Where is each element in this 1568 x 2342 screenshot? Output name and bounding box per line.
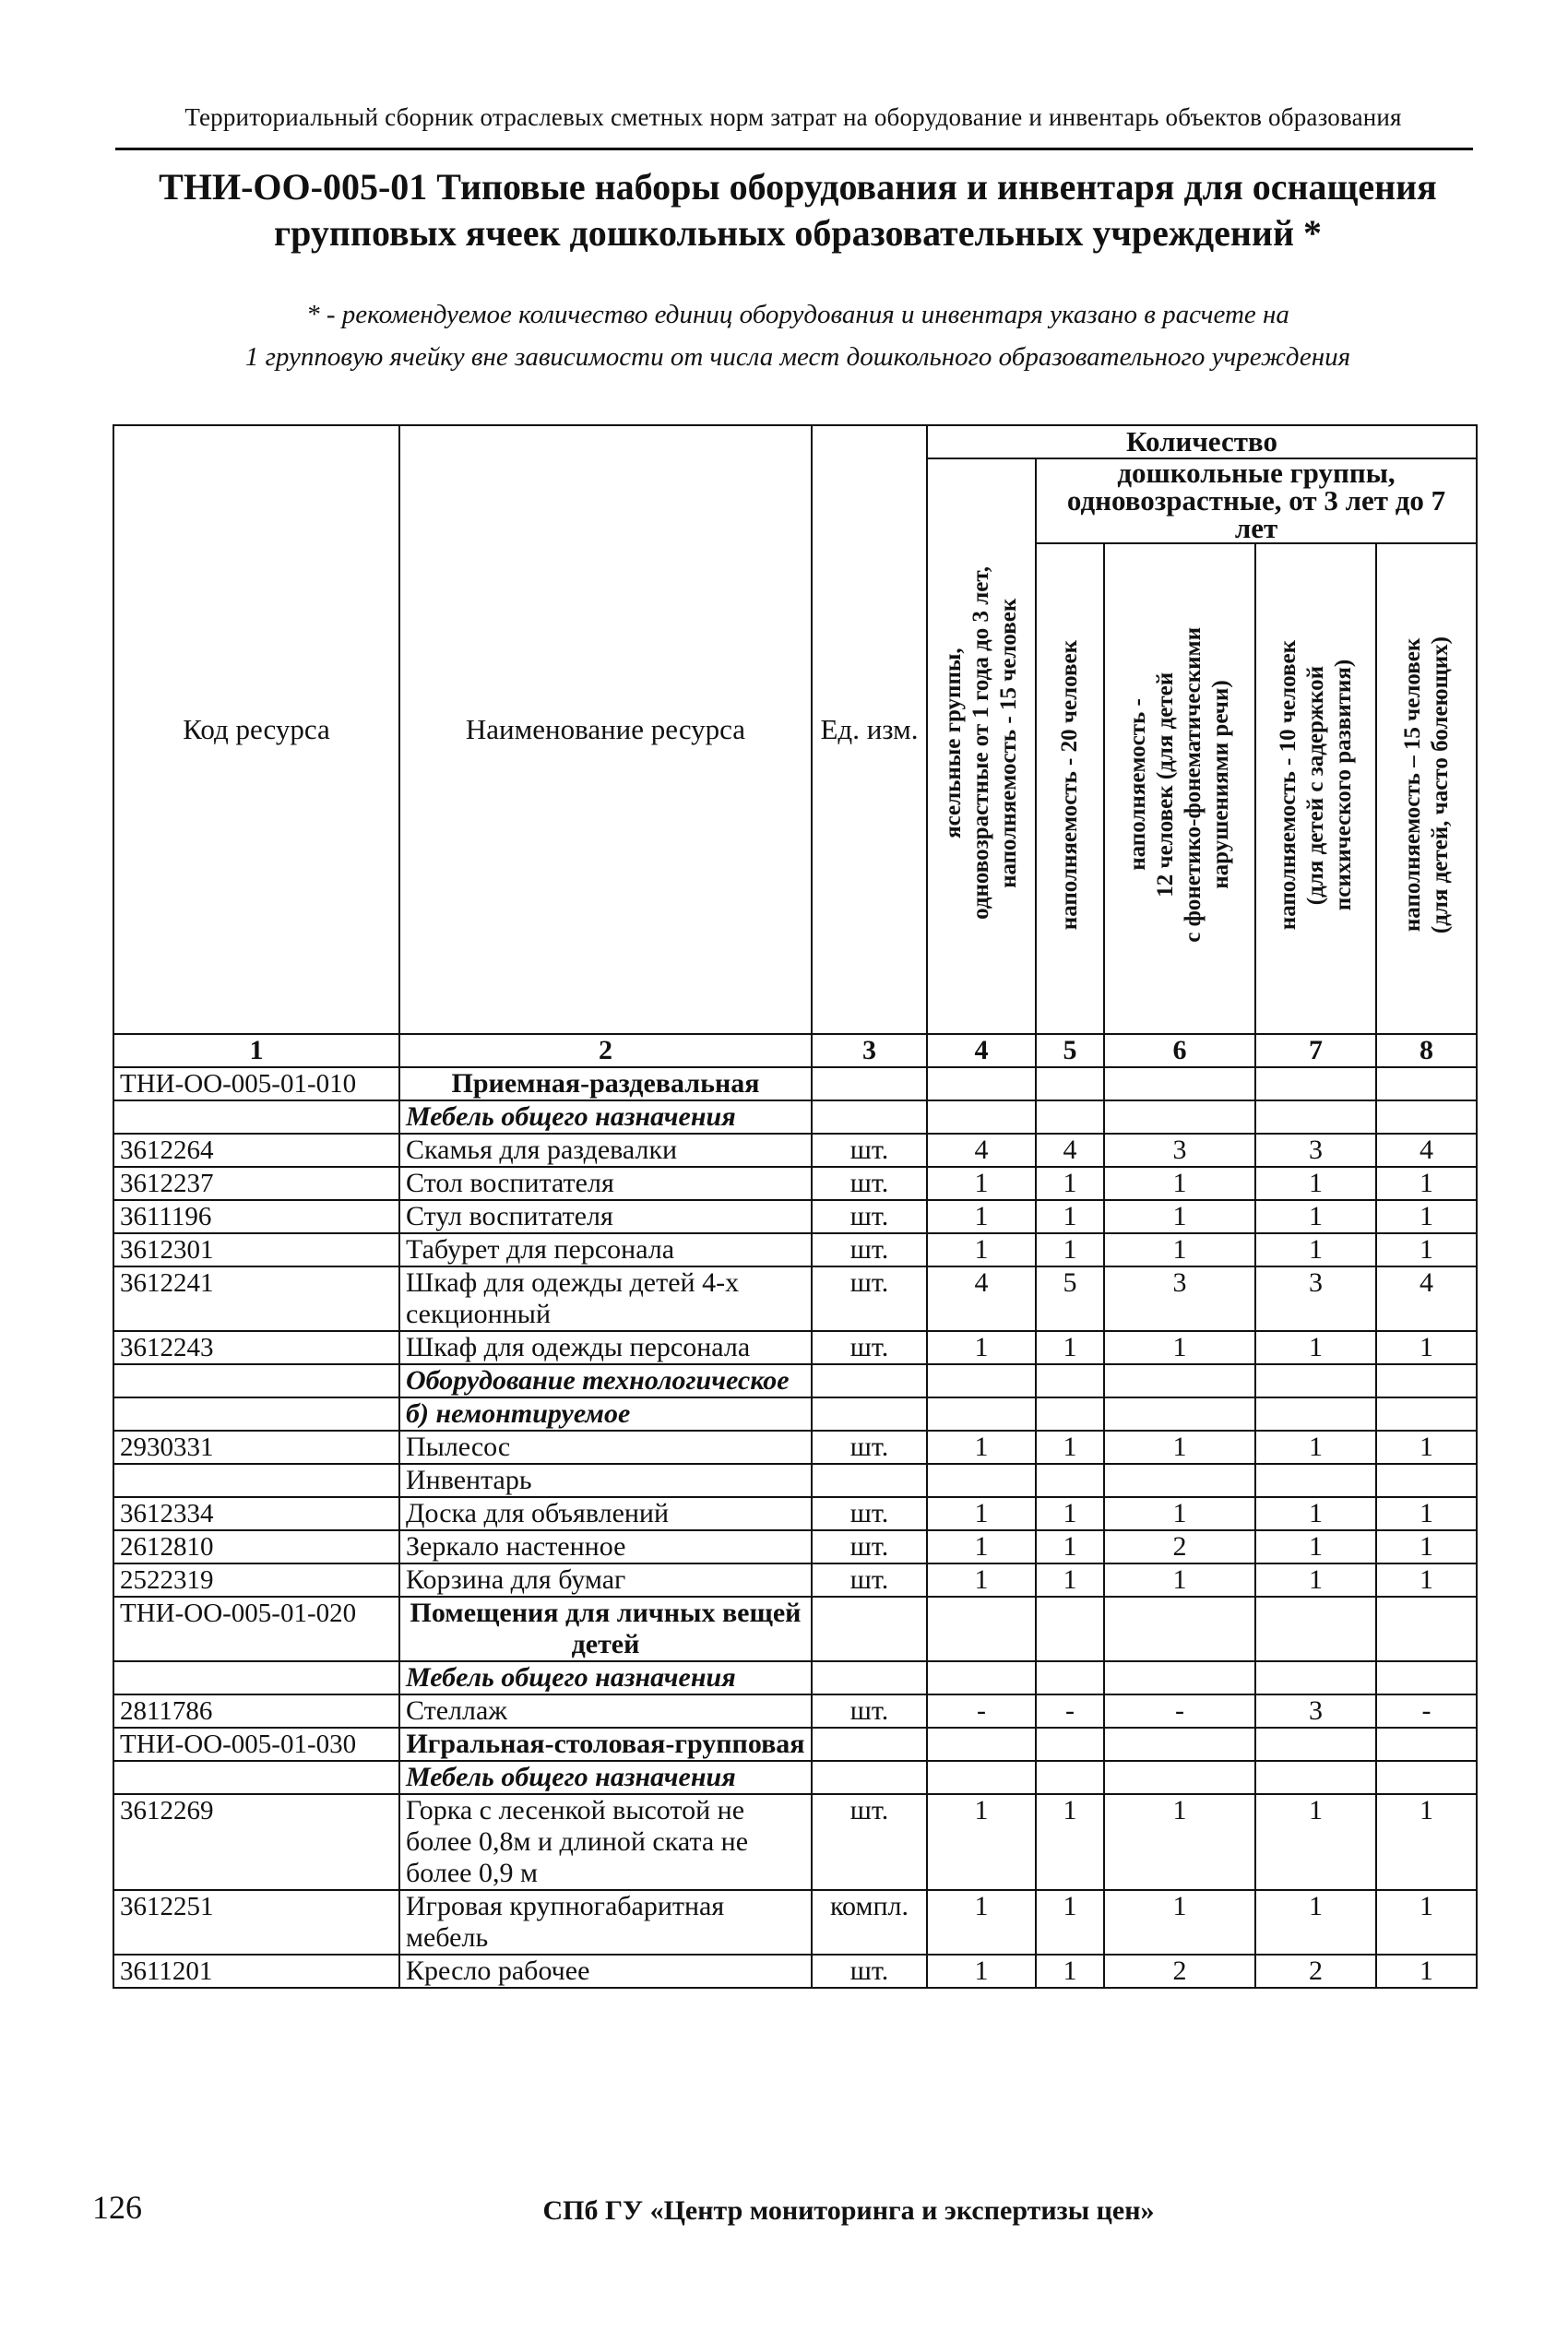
resource-name: Скамья для раздевалки xyxy=(399,1134,812,1167)
empty-cell xyxy=(1104,1067,1255,1100)
empty-cell xyxy=(1376,1464,1477,1497)
header-quantity: Количество xyxy=(927,425,1477,458)
resource-code: 3612243 xyxy=(113,1331,399,1364)
empty-cell xyxy=(927,1067,1036,1100)
resource-name: Табурет для персонала xyxy=(399,1233,812,1266)
quantity-cell: 1 xyxy=(1036,1167,1104,1200)
quantity-cell: 2 xyxy=(1104,1955,1255,1988)
header-code: Код ресурса xyxy=(113,425,399,1034)
quantity-cell: 1 xyxy=(1376,1167,1477,1200)
quantity-cell: 1 xyxy=(927,1530,1036,1563)
col-number: 1 xyxy=(113,1034,399,1067)
quantity-cell: - xyxy=(1104,1694,1255,1728)
empty-cell xyxy=(1036,1761,1104,1794)
section-code: ТНИ-ОО-005-01-030 xyxy=(113,1728,399,1761)
resource-code: 2811786 xyxy=(113,1694,399,1728)
resource-name: Корзина для бумаг xyxy=(399,1563,812,1597)
quantity-cell: 1 xyxy=(927,1200,1036,1233)
resource-name: Стул воспитателя xyxy=(399,1200,812,1233)
resource-name: Зеркало настенное xyxy=(399,1530,812,1563)
quantity-cell: 1 xyxy=(1255,1563,1376,1597)
subsection-name: Оборудование технологическое xyxy=(399,1364,812,1397)
header-col7-text: наполняемость - 10 человек (для детей с задержкой психического развития) xyxy=(1275,639,1356,931)
empty-cell xyxy=(1036,1364,1104,1397)
table-row xyxy=(113,1134,1477,1167)
quantity-cell: 1 xyxy=(1255,1497,1376,1530)
quantity-cell: 1 xyxy=(1376,1233,1477,1266)
col-number: 4 xyxy=(927,1034,1036,1067)
unit-cell: шт. xyxy=(812,1497,927,1530)
resource-name: Стеллаж xyxy=(399,1694,812,1728)
quantity-cell: 4 xyxy=(927,1134,1036,1167)
table-row xyxy=(113,1266,1477,1331)
header-col7 xyxy=(1255,543,1376,1034)
unit-cell: шт. xyxy=(812,1955,927,1988)
empty-cell xyxy=(1036,1100,1104,1134)
note-line-1: * - рекомендуемое количество единиц оборудования и инвентаря указано в расчете на xyxy=(306,300,1289,329)
quantity-cell: 1 xyxy=(1376,1200,1477,1233)
quantity-cell: 3 xyxy=(1255,1134,1376,1167)
note-line-2: 1 групповую ячейку вне зависимости от числа мест дошкольного образовательного учреждения xyxy=(244,342,1351,372)
unit-cell: шт. xyxy=(812,1331,927,1364)
empty-cell xyxy=(812,1364,927,1397)
empty-cell xyxy=(1255,1067,1376,1100)
quantity-cell: 1 xyxy=(1255,1200,1376,1233)
resource-name: Доска для объявлений xyxy=(399,1497,812,1530)
col-number: 2 xyxy=(399,1034,812,1067)
quantity-cell: 1 xyxy=(1104,1890,1255,1955)
quantity-cell: 1 xyxy=(927,1331,1036,1364)
resource-name: Горка с лесенкой высотой не более 0,8м и длиной ската не более 0,9 м xyxy=(399,1794,812,1890)
quantity-cell: 1 xyxy=(1104,1331,1255,1364)
quantity-cell: 1 xyxy=(1255,1530,1376,1563)
table-row xyxy=(113,1597,1477,1661)
table-row xyxy=(113,1364,1477,1397)
resource-code: 2612810 xyxy=(113,1530,399,1563)
unit-cell: шт. xyxy=(812,1530,927,1563)
unit-cell: компл. xyxy=(812,1890,927,1955)
empty-cell xyxy=(1036,1597,1104,1661)
quantity-cell: 1 xyxy=(1036,1794,1104,1890)
quantity-cell: 1 xyxy=(1104,1233,1255,1266)
empty-cell xyxy=(927,1728,1036,1761)
empty-cell xyxy=(1255,1761,1376,1794)
resource-code: 3612264 xyxy=(113,1134,399,1167)
subsection-name: Мебель общего назначения xyxy=(399,1661,812,1694)
unit-cell: шт. xyxy=(812,1794,927,1890)
quantity-cell: 1 xyxy=(927,1233,1036,1266)
resource-name: Игровая крупногабаритная мебель xyxy=(399,1890,812,1955)
empty-cell xyxy=(1376,1364,1477,1397)
quantity-cell: 4 xyxy=(1376,1266,1477,1331)
header-col6-text: наполняемость - 12 человек (для детей с фонетико-фонематическими нарушениями речи) xyxy=(1125,627,1233,943)
empty-cell xyxy=(812,1397,927,1431)
quantity-cell: 1 xyxy=(1104,1431,1255,1464)
quantity-cell: 1 xyxy=(1036,1530,1104,1563)
title-line-2: групповых ячеек дошкольных образовательных учреждений * xyxy=(273,212,1323,254)
quantity-cell: 1 xyxy=(1036,1331,1104,1364)
resource-code: 3611201 xyxy=(113,1955,399,1988)
quantity-cell: 1 xyxy=(1255,1331,1376,1364)
col-number: 8 xyxy=(1376,1034,1477,1067)
quantity-cell: 1 xyxy=(1104,1200,1255,1233)
quantity-cell: 1 xyxy=(1036,1233,1104,1266)
empty-cell xyxy=(113,1661,399,1694)
quantity-cell: 1 xyxy=(1036,1955,1104,1988)
empty-cell xyxy=(1104,1761,1255,1794)
header-col4 xyxy=(927,458,1036,1034)
empty-cell xyxy=(113,1397,399,1431)
empty-cell xyxy=(812,1067,927,1100)
empty-cell xyxy=(927,1364,1036,1397)
header-name: Наименование ресурса xyxy=(399,425,812,1034)
header-unit: Ед. изм. xyxy=(812,425,927,1034)
footer-organization: СПб ГУ «Центр мониторинга и экспертизы цен» xyxy=(542,2195,1155,2226)
empty-cell xyxy=(113,1364,399,1397)
empty-cell xyxy=(1104,1464,1255,1497)
page-number: 126 xyxy=(92,2189,142,2226)
category-name: Инвентарь xyxy=(399,1464,812,1497)
empty-cell xyxy=(1104,1397,1255,1431)
empty-cell xyxy=(1255,1397,1376,1431)
empty-cell xyxy=(1104,1728,1255,1761)
resource-name: Шкаф для одежды детей 4-х секционный xyxy=(399,1266,812,1331)
empty-cell xyxy=(812,1597,927,1661)
col-number: 3 xyxy=(812,1034,927,1067)
header-preschool: дошкольные группы, одновозрастные, от 3 лет до 7 лет xyxy=(1036,458,1477,543)
quantity-cell: 2 xyxy=(1104,1530,1255,1563)
section-name: Приемная-раздевальная xyxy=(399,1067,812,1100)
table-row xyxy=(113,1890,1477,1955)
resource-name: Шкаф для одежды персонала xyxy=(399,1331,812,1364)
quantity-cell: 1 xyxy=(927,1497,1036,1530)
quantity-cell: 1 xyxy=(927,1890,1036,1955)
quantity-cell: 4 xyxy=(1036,1134,1104,1167)
quantity-cell: 1 xyxy=(1376,1431,1477,1464)
empty-cell xyxy=(1376,1761,1477,1794)
empty-cell xyxy=(1036,1661,1104,1694)
empty-cell xyxy=(1376,1100,1477,1134)
quantity-cell: 1 xyxy=(927,1955,1036,1988)
table-row xyxy=(113,1233,1477,1266)
footnote-note xyxy=(129,293,1467,378)
unit-cell: шт. xyxy=(812,1694,927,1728)
empty-cell xyxy=(1376,1597,1477,1661)
unit-cell: шт. xyxy=(812,1167,927,1200)
document-title xyxy=(129,164,1467,256)
section-name: Игральная-столовая-групповая xyxy=(399,1728,812,1761)
quantity-cell: 4 xyxy=(927,1266,1036,1331)
quantity-cell: 1 xyxy=(1036,1200,1104,1233)
empty-cell xyxy=(812,1100,927,1134)
quantity-cell: 1 xyxy=(1036,1890,1104,1955)
quantity-cell: 1 xyxy=(1104,1794,1255,1890)
column-number-row xyxy=(113,1034,1477,1067)
resource-code: 3612251 xyxy=(113,1890,399,1955)
table-body xyxy=(113,1067,1477,1988)
resource-name: Стол воспитателя xyxy=(399,1167,812,1200)
header-col5 xyxy=(1036,543,1104,1034)
table-row xyxy=(113,1761,1477,1794)
quantity-cell: 1 xyxy=(1376,1890,1477,1955)
col-number: 6 xyxy=(1104,1034,1255,1067)
quantity-cell: 5 xyxy=(1036,1266,1104,1331)
header-col8 xyxy=(1376,543,1477,1034)
table-row xyxy=(113,1794,1477,1890)
table-row xyxy=(113,1431,1477,1464)
empty-cell xyxy=(927,1761,1036,1794)
unit-cell: шт. xyxy=(812,1134,927,1167)
empty-cell xyxy=(927,1100,1036,1134)
table-row xyxy=(113,1100,1477,1134)
empty-cell xyxy=(1255,1364,1376,1397)
table-row xyxy=(113,1661,1477,1694)
quantity-cell: 1 xyxy=(1376,1497,1477,1530)
table-row xyxy=(113,1167,1477,1200)
empty-cell xyxy=(927,1397,1036,1431)
table-row xyxy=(113,1563,1477,1597)
quantity-cell: 1 xyxy=(927,1563,1036,1597)
quantity-cell: 1 xyxy=(927,1431,1036,1464)
empty-cell xyxy=(1036,1397,1104,1431)
quantity-cell: 3 xyxy=(1104,1134,1255,1167)
empty-cell xyxy=(1255,1464,1376,1497)
header-col5-text: наполняемость - 20 человек xyxy=(1057,639,1082,931)
header-col6 xyxy=(1104,543,1255,1034)
resource-code: 3611196 xyxy=(113,1200,399,1233)
unit-cell: шт. xyxy=(812,1266,927,1331)
empty-cell xyxy=(1376,1661,1477,1694)
table-row xyxy=(113,1694,1477,1728)
subsection-name: б) немонтируемое xyxy=(399,1397,812,1431)
empty-cell xyxy=(927,1661,1036,1694)
empty-cell xyxy=(113,1761,399,1794)
empty-cell xyxy=(1255,1728,1376,1761)
quantity-cell: 3 xyxy=(1104,1266,1255,1331)
table-row xyxy=(113,1200,1477,1233)
title-line-1: ТНИ-ОО-005-01 Типовые наборы оборудования и инвентаря для оснащения xyxy=(159,166,1437,208)
quantity-cell: 1 xyxy=(1376,1331,1477,1364)
col-number: 5 xyxy=(1036,1034,1104,1067)
quantity-cell: 1 xyxy=(1255,1431,1376,1464)
resource-table xyxy=(113,424,1478,1989)
quantity-cell: 1 xyxy=(1104,1167,1255,1200)
quantity-cell: 3 xyxy=(1255,1694,1376,1728)
header-col8-text: наполняемость – 15 человек (для детей, часто болеющих) xyxy=(1399,636,1453,934)
empty-cell xyxy=(1104,1597,1255,1661)
section-code: ТНИ-ОО-005-01-020 xyxy=(113,1597,399,1661)
resource-code: 3612237 xyxy=(113,1167,399,1200)
table-row xyxy=(113,1331,1477,1364)
resource-code: 2522319 xyxy=(113,1563,399,1597)
running-header: Территориальный сборник отраслевых сметных норм затрат на оборудование и инвентарь объектов образования xyxy=(184,103,1402,131)
empty-cell xyxy=(927,1597,1036,1661)
quantity-cell: - xyxy=(1036,1694,1104,1728)
empty-cell xyxy=(1376,1067,1477,1100)
resource-code: 3612301 xyxy=(113,1233,399,1266)
empty-cell xyxy=(1255,1661,1376,1694)
section-code: ТНИ-ОО-005-01-010 xyxy=(113,1067,399,1100)
empty-cell xyxy=(113,1100,399,1134)
subsection-name: Мебель общего назначения xyxy=(399,1100,812,1134)
quantity-cell: 1 xyxy=(1376,1794,1477,1890)
empty-cell xyxy=(812,1761,927,1794)
empty-cell xyxy=(1376,1397,1477,1431)
unit-cell: шт. xyxy=(812,1200,927,1233)
empty-cell xyxy=(927,1464,1036,1497)
quantity-cell: 1 xyxy=(1036,1431,1104,1464)
quantity-cell: 1 xyxy=(1104,1563,1255,1597)
quantity-cell: 1 xyxy=(1376,1530,1477,1563)
empty-cell xyxy=(1036,1728,1104,1761)
table-row xyxy=(113,1728,1477,1761)
empty-cell xyxy=(1104,1661,1255,1694)
quantity-cell: 1 xyxy=(927,1167,1036,1200)
empty-cell xyxy=(1255,1597,1376,1661)
quantity-cell: 1 xyxy=(1255,1794,1376,1890)
quantity-cell: 1 xyxy=(1036,1563,1104,1597)
empty-cell xyxy=(1376,1728,1477,1761)
quantity-cell: 1 xyxy=(1255,1167,1376,1200)
unit-cell: шт. xyxy=(812,1563,927,1597)
quantity-cell: 1 xyxy=(1036,1497,1104,1530)
resource-code: 3612269 xyxy=(113,1794,399,1890)
quantity-cell: 1 xyxy=(1104,1497,1255,1530)
resource-code: 2930331 xyxy=(113,1431,399,1464)
empty-cell xyxy=(1104,1364,1255,1397)
table-row xyxy=(113,1497,1477,1530)
resource-name: Кресло рабочее xyxy=(399,1955,812,1988)
table-row xyxy=(113,1464,1477,1497)
empty-cell xyxy=(1036,1464,1104,1497)
empty-cell xyxy=(1104,1100,1255,1134)
unit-cell: шт. xyxy=(812,1233,927,1266)
quantity-cell: 3 xyxy=(1255,1266,1376,1331)
col-number: 7 xyxy=(1255,1034,1376,1067)
empty-cell xyxy=(1036,1067,1104,1100)
quantity-cell: 1 xyxy=(1376,1955,1477,1988)
table-row xyxy=(113,1067,1477,1100)
quantity-cell: 1 xyxy=(1376,1563,1477,1597)
table-row xyxy=(113,1955,1477,1988)
empty-cell xyxy=(113,1464,399,1497)
empty-cell xyxy=(812,1661,927,1694)
quantity-cell: - xyxy=(1376,1694,1477,1728)
quantity-cell: 4 xyxy=(1376,1134,1477,1167)
resource-name: Пылесос xyxy=(399,1431,812,1464)
quantity-cell: 1 xyxy=(1255,1233,1376,1266)
header-col4-text: ясельные группы, одновозрастные от 1 года до 3 лет, наполняемость - 15 человек xyxy=(941,565,1021,920)
header-rule xyxy=(115,148,1473,150)
quantity-cell: 2 xyxy=(1255,1955,1376,1988)
table-row xyxy=(113,1530,1477,1563)
empty-cell xyxy=(812,1464,927,1497)
unit-cell: шт. xyxy=(812,1431,927,1464)
empty-cell xyxy=(1255,1100,1376,1134)
table-row xyxy=(113,1397,1477,1431)
empty-cell xyxy=(812,1728,927,1761)
subsection-name: Мебель общего назначения xyxy=(399,1761,812,1794)
section-name: Помещения для личных вещей детей xyxy=(399,1597,812,1661)
quantity-cell: 1 xyxy=(927,1794,1036,1890)
quantity-cell: 1 xyxy=(1255,1890,1376,1955)
resource-code: 3612334 xyxy=(113,1497,399,1530)
quantity-cell: - xyxy=(927,1694,1036,1728)
resource-code: 3612241 xyxy=(113,1266,399,1331)
